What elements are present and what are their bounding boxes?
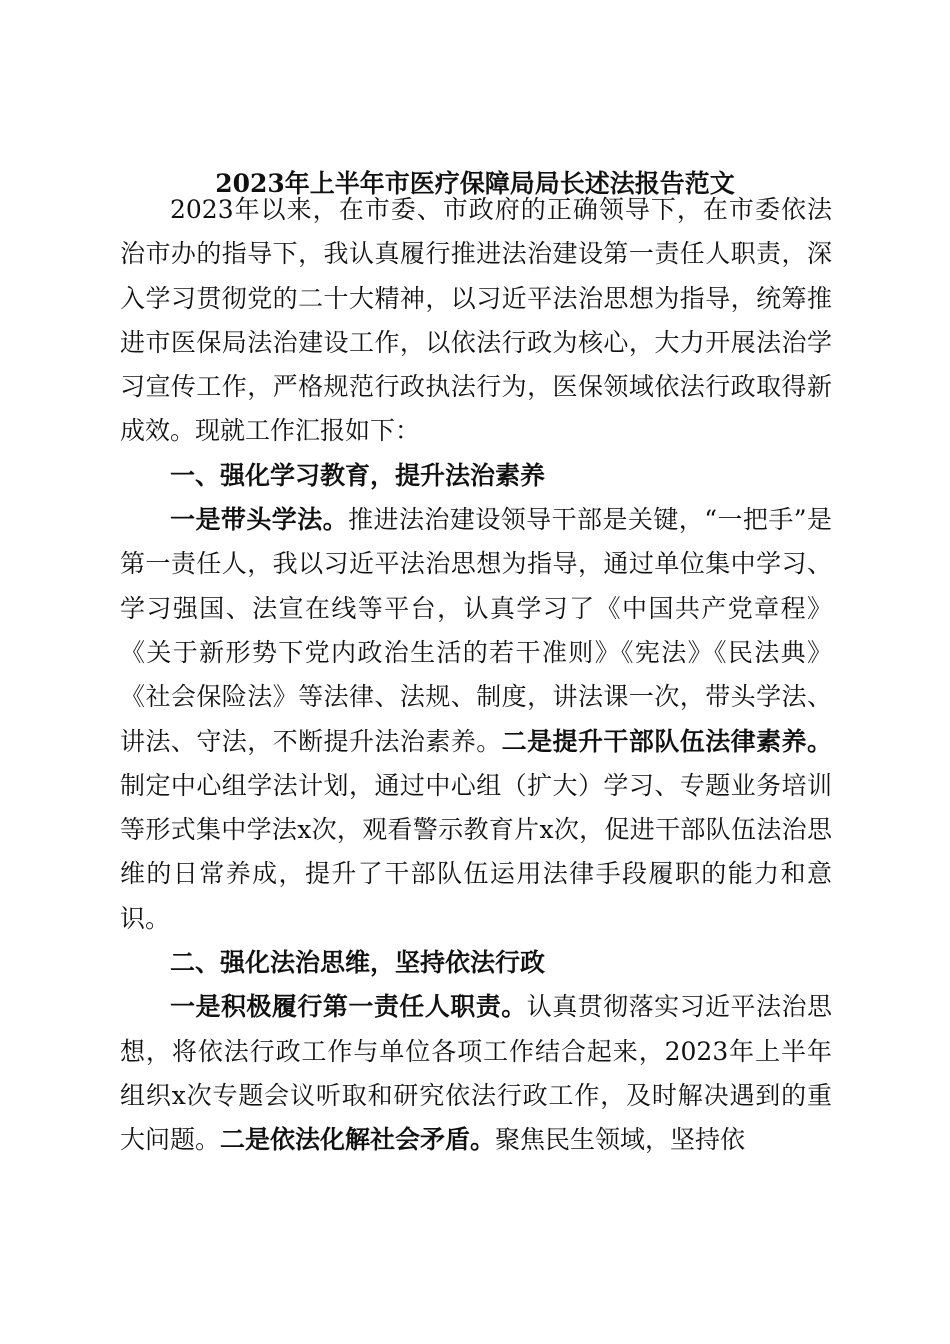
section-1-point-1-lead: 一是带头学法。: [170, 505, 349, 535]
document-body: [120, 188, 832, 1163]
section-2-point-2-text: 聚焦民生领域，坚持依: [495, 1125, 746, 1155]
section-1-point-1-text: 推进法治建设领导干部是关键，“一把手”是第一责任人，我以习近平法治思想为指导，通过单位集中学习、学习强国、法宣在线等平台，认真学习了《中国共产党章程》《关于新形势下党内政治生活的若干准则》《宪法》《民法典》《社会保险法》等法律、法规、制度，讲法课一次，带头学法、讲法、守法，不断提升法治素养。: [120, 505, 832, 756]
section-1-paragraph: [120, 498, 832, 941]
section-2-point-1-text: 认真贯彻落实习近平法治思想，将依法行政工作与单位各项工作结合起来，2023年上半年组织x次专题会议听取和研究依法行政工作，及时解决遇到的重大问题。: [120, 992, 832, 1155]
section-2-heading: 二、强化法治思维，坚持依法行政: [170, 948, 546, 978]
section-1-heading: 一、强化学习教育，提升法治素养: [170, 460, 546, 490]
section-2-paragraph: [120, 985, 832, 1162]
intro-paragraph: 2023年以来，在市委、市政府的正确领导下，在市委依法治市办的指导下，我认真履行推进法治建设第一责任人职责，深入学习贯彻党的二十大精神，以习近平法治思想为指导，统筹推进市医保局法治建设工作，以依法行政为核心，大力开展法治学习宣传工作，严格规范行政执法行为，医保领域依法行政取得新成效。现就工作汇报如下：: [120, 195, 832, 446]
section-1-point-2-lead: 二是提升干部队伍法律素养。: [501, 726, 832, 756]
section-1-point-2-text: 制定中心组学法计划，通过中心组（扩大）学习、专题业务培训等形式集中学法x次，观看警示教育片x次，促进干部队伍法治思维的日常养成，提升了干部队伍运用法律手段履职的能力和意识。: [120, 770, 832, 933]
section-2-point-1-lead: 一是积极履行第一责任人职责。: [170, 992, 527, 1022]
section-2-point-2-lead: 二是依法化解社会矛盾。: [220, 1125, 496, 1155]
document-title: 2023年上半年市医疗保障局局长述法报告范文: [215, 169, 735, 198]
